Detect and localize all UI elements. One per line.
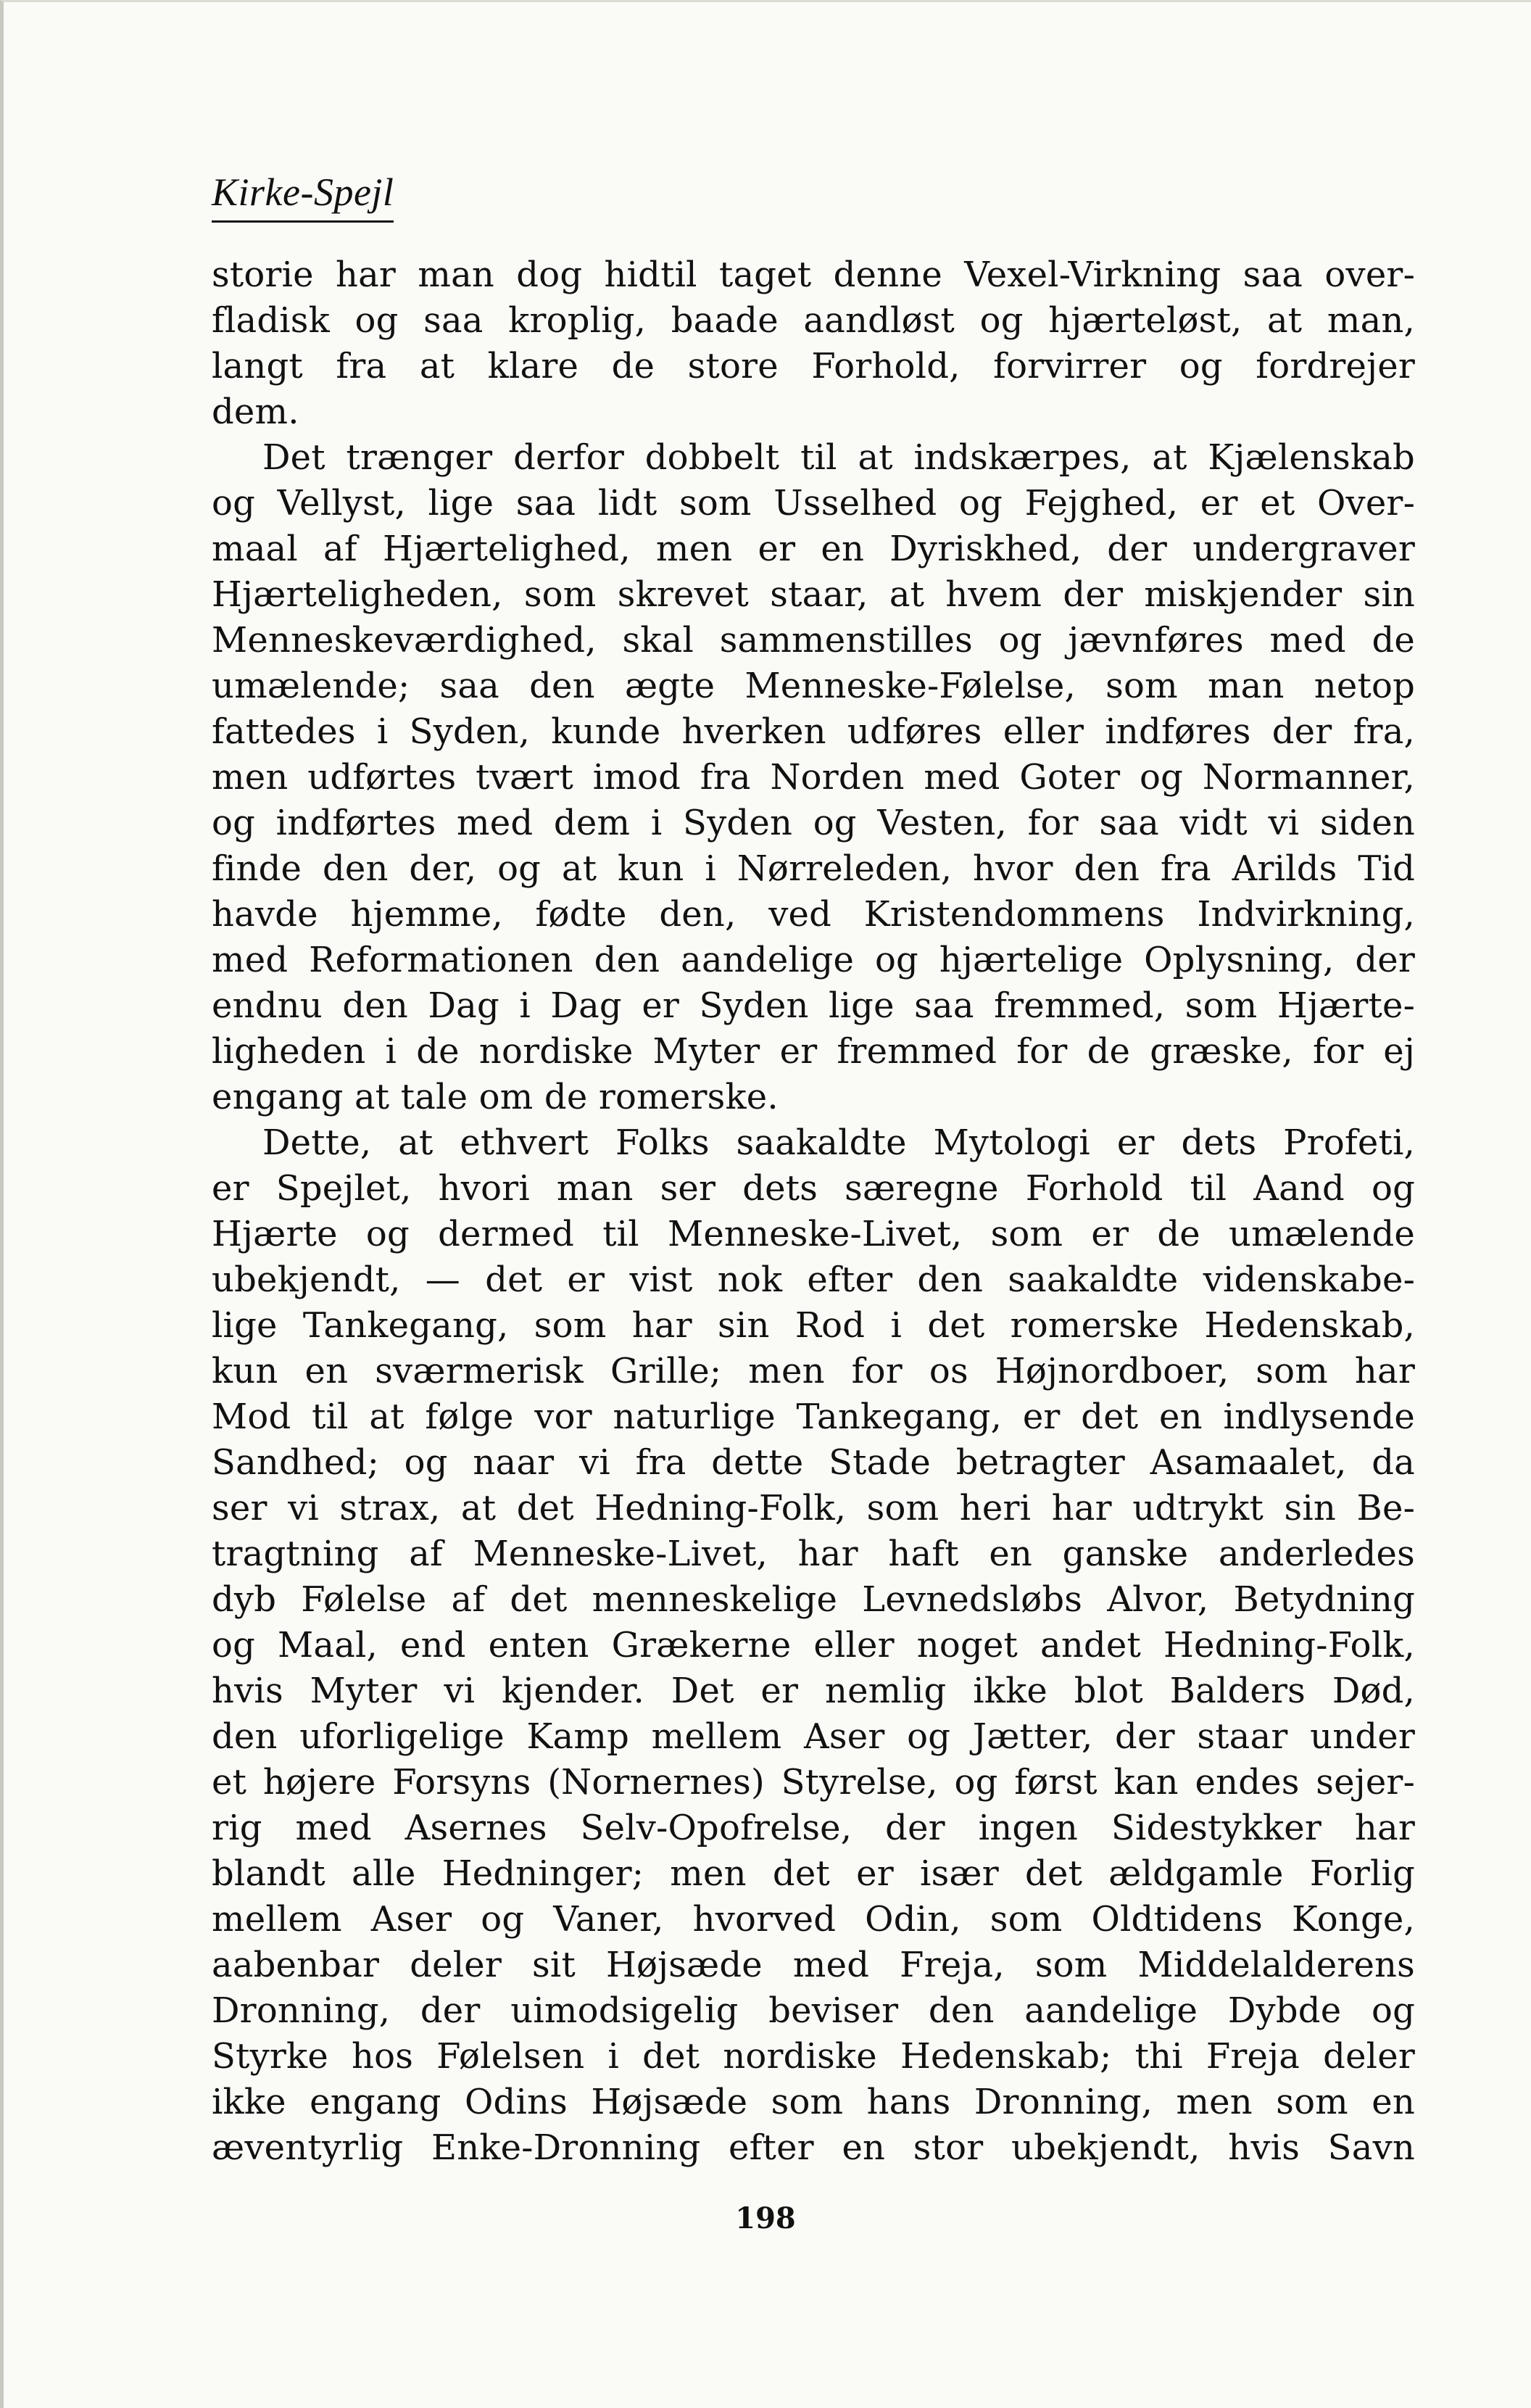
text-line: Mod til at følge vor naturlige Tankegang, er det en indlysende bbox=[212, 1397, 1415, 1437]
text-line: med Reformationen den aandelige og hjærtelige Oplysning, der bbox=[212, 940, 1415, 980]
text-line: Dronning, der uimodsigelig beviser den aandelige Dybde og bbox=[212, 1990, 1415, 2031]
text-line: hvis Myter vi kjender. Det er nemlig ikke blot Balders Død, bbox=[212, 1671, 1415, 1711]
text-line: den uforligelige Kamp mellem Aser og Jætter, der staar under bbox=[212, 1716, 1415, 1757]
text-line: rig med Asernes Selv-Opofrelse, der ingen Sidestykker har bbox=[212, 1808, 1415, 1848]
text-line: og Vellyst, lige saa lidt som Usselhed og Fejghed, er et Over- bbox=[212, 483, 1415, 524]
text-line: mellem Aser og Vaner, hvorved Odin, som Oldtidens Konge, bbox=[212, 1899, 1415, 1940]
text-line: fladisk og saa kroplig, baade aandløst og hjærteløst, at man, bbox=[212, 300, 1415, 341]
text-line: ser vi strax, at det Hedning-Folk, som heri har udtrykt sin Be- bbox=[212, 1488, 1415, 1528]
text-line: er Spejlet, hvori man ser dets særegne Forhold til Aand og bbox=[212, 1168, 1415, 1209]
text-line: fattedes i Syden, kunde hverken udføres eller indføres der fra, bbox=[212, 711, 1415, 752]
text-line: tragtning af Menneske-Livet, har haft en ganske anderledes bbox=[212, 1534, 1415, 1574]
text-line: lige Tankegang, som har sin Rod i det romerske Hedenskab, bbox=[212, 1305, 1415, 1346]
text-line: men udførtes tvært imod fra Norden med Goter og Normanner, bbox=[212, 757, 1415, 798]
text-line: maal af Hjærtelighed, men er en Dyriskhed, der undergraver bbox=[212, 529, 1415, 569]
text-line: finde den der, og at kun i Nørreleden, hvor den fra Arilds Tid bbox=[212, 848, 1415, 889]
text-line: ligheden i de nordiske Myter er fremmed for de græske, for ej bbox=[212, 1031, 1415, 1072]
text-line: blandt alle Hedninger; men det er især det ældgamle Forlig bbox=[212, 1853, 1415, 1894]
text-line: og indførtes med dem i Syden og Vesten, for saa vidt vi siden bbox=[212, 803, 1415, 843]
text-line: et højere Forsyns (Nornernes) Styrelse, og først kan endes sejer- bbox=[212, 1762, 1415, 1803]
text-line: Dette, at ethvert Folks saakaldte Mytologi er dets Profeti, bbox=[262, 1122, 1415, 1163]
text-line: havde hjemme, fødte den, ved Kristendommens Indvirkning, bbox=[212, 894, 1415, 935]
text-line: kun en sværmerisk Grille; men for os Højnordboer, som har bbox=[212, 1351, 1415, 1391]
text-line: langt fra at klare de store Forhold, forvirrer og fordrejer bbox=[212, 346, 1415, 386]
text-line: aabenbar deler sit Højsæde med Freja, som Middelalderens bbox=[212, 1945, 1415, 1985]
text-line: storie har man dog hidtil taget denne Vexel-Virkning saa over- bbox=[212, 255, 1415, 295]
running-head: Kirke-Spejl bbox=[212, 167, 394, 223]
text-line: endnu den Dag i Dag er Syden lige saa fremmed, som Hjærte- bbox=[212, 985, 1415, 1026]
text-line: dem. bbox=[212, 392, 299, 432]
text-line: og Maal, end enten Grækerne eller noget andet Hedning-Folk, bbox=[212, 1625, 1415, 1666]
text-line: Hjærte og dermed til Menneske-Livet, som er de umælende bbox=[212, 1214, 1415, 1254]
text-line: Styrke hos Følelsen i det nordiske Hedenskab; thi Freja deler bbox=[212, 2036, 1415, 2077]
text-line: Sandhed; og naar vi fra dette Stade betragter Asamaalet, da bbox=[212, 1442, 1415, 1483]
text-line: dyb Følelse af det menneskelige Levnedsløbs Alvor, Betydning bbox=[212, 1579, 1415, 1620]
text-line: ubekjendt, — det er vist nok efter den saakaldte videnskabe- bbox=[212, 1259, 1415, 1300]
text-line: umælende; saa den ægte Menneske-Følelse, som man netop bbox=[212, 666, 1415, 706]
text-line: æventyrlig Enke-Dronning efter en stor ubekjendt, hvis Savn bbox=[212, 2127, 1415, 2168]
text-line: ikke engang Odins Højsæde som hans Dronning, men som en bbox=[212, 2082, 1415, 2122]
text-line: Hjærteligheden, som skrevet staar, at hvem der miskjender sin bbox=[212, 574, 1415, 615]
text-line: engang at tale om de romerske. bbox=[212, 1077, 779, 1117]
text-line: Det trænger derfor dobbelt til at indskærpes, at Kjælenskab bbox=[262, 437, 1415, 478]
text-line: Menneskeværdighed, skal sammenstilles og jævnføres med de bbox=[212, 620, 1415, 661]
page-number: 198 bbox=[735, 2201, 796, 2235]
body-text bbox=[212, 252, 1415, 2171]
